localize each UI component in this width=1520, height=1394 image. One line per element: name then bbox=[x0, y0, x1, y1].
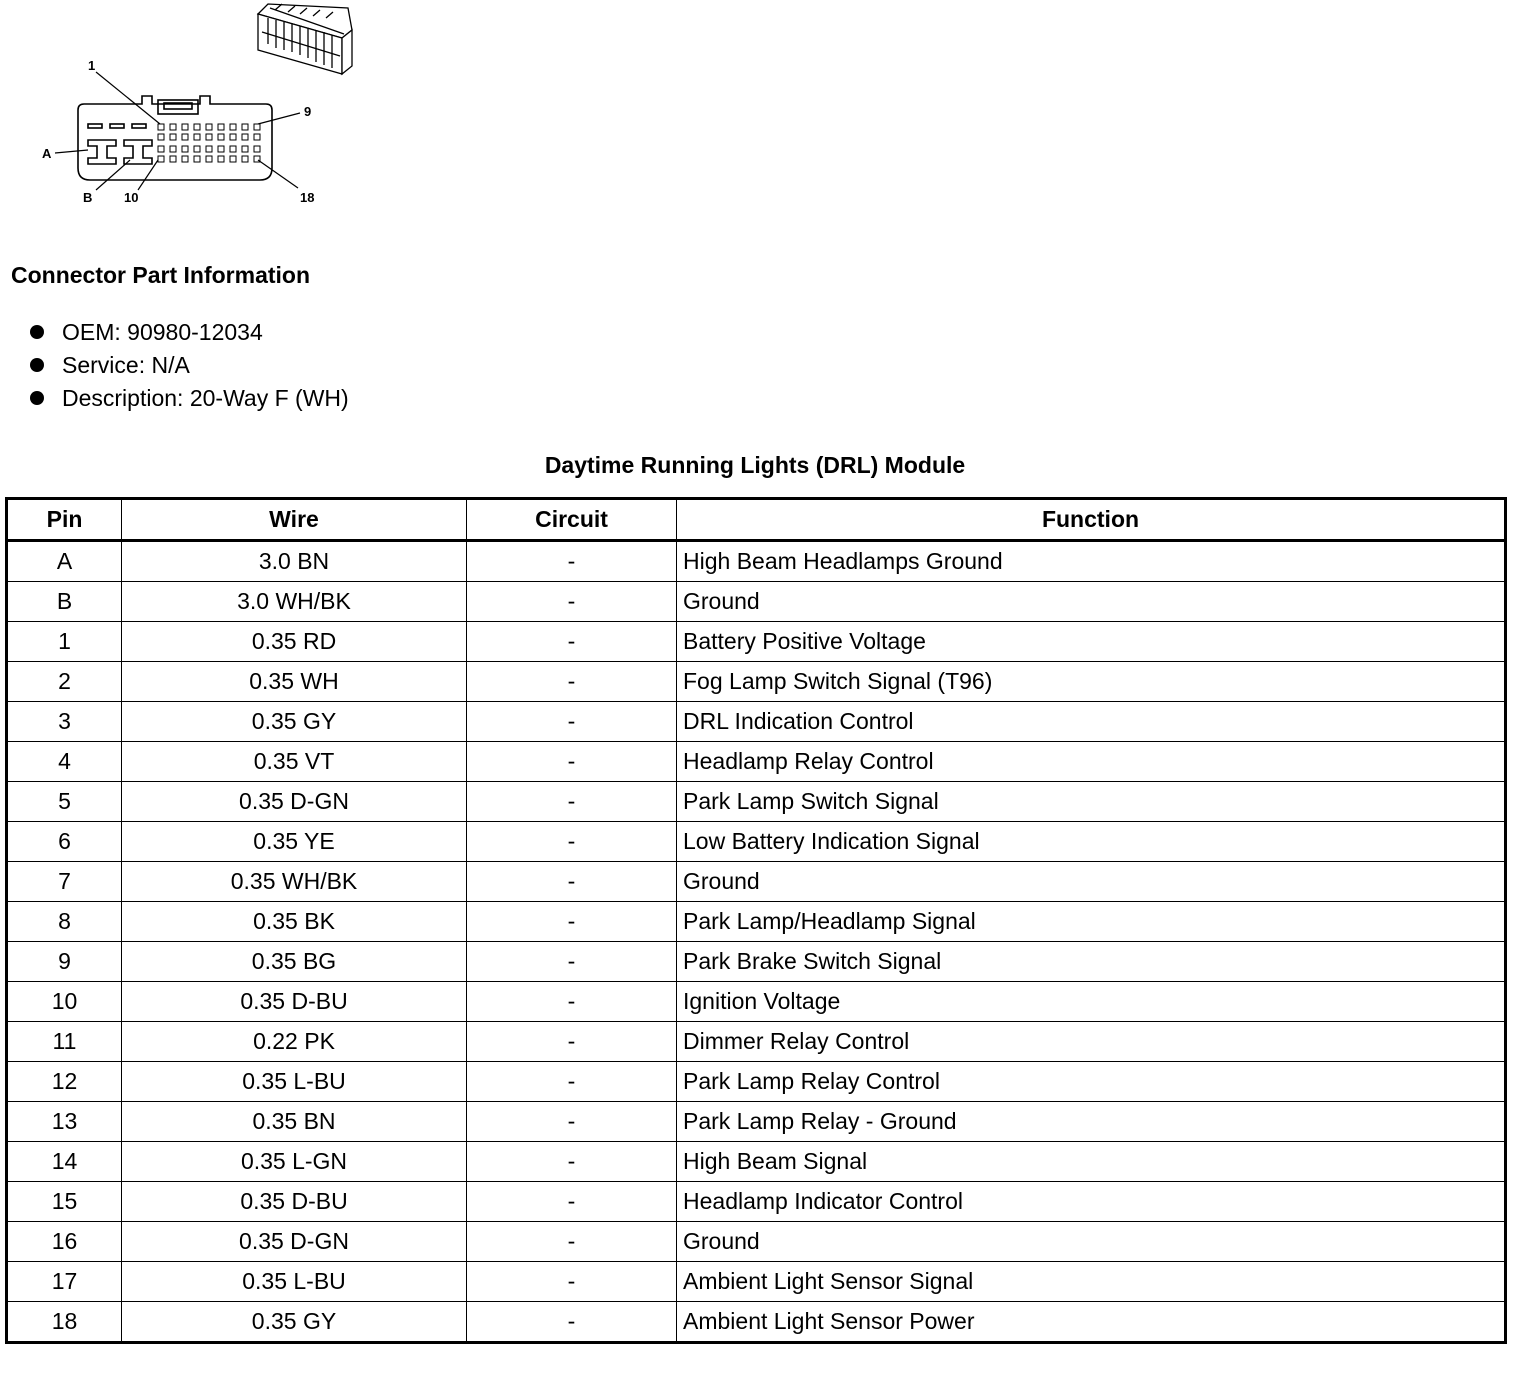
cell-wire: 0.35 L-BU bbox=[122, 1262, 467, 1302]
cell-function: Headlamp Relay Control bbox=[677, 742, 1506, 782]
cell-circuit: - bbox=[467, 622, 677, 662]
cell-function: DRL Indication Control bbox=[677, 702, 1506, 742]
table-row bbox=[7, 902, 1506, 942]
cell-wire: 0.35 BG bbox=[122, 942, 467, 982]
cell-wire: 0.35 YE bbox=[122, 822, 467, 862]
cell-wire: 0.22 PK bbox=[122, 1022, 467, 1062]
bullet-icon bbox=[30, 391, 44, 405]
cell-function: Low Battery Indication Signal bbox=[677, 822, 1506, 862]
table-row bbox=[7, 982, 1506, 1022]
cell-pin: 14 bbox=[7, 1142, 122, 1182]
label-pin-9: 9 bbox=[304, 104, 312, 119]
cell-circuit: - bbox=[467, 822, 677, 862]
cell-pin: 11 bbox=[7, 1022, 122, 1062]
cell-pin: B bbox=[7, 582, 122, 622]
cell-pin: 10 bbox=[7, 982, 122, 1022]
cell-pin: 3 bbox=[7, 702, 122, 742]
cell-circuit: - bbox=[467, 1102, 677, 1142]
cell-pin: 8 bbox=[7, 902, 122, 942]
cell-circuit: - bbox=[467, 1302, 677, 1343]
cell-wire: 0.35 D-BU bbox=[122, 1182, 467, 1222]
cell-pin: 9 bbox=[7, 942, 122, 982]
cell-function: Dimmer Relay Control bbox=[677, 1022, 1506, 1062]
cell-circuit: - bbox=[467, 662, 677, 702]
table-row bbox=[7, 862, 1506, 902]
cell-wire: 0.35 GY bbox=[122, 1302, 467, 1343]
cell-wire: 0.35 WH/BK bbox=[122, 862, 467, 902]
pin-table-body bbox=[7, 541, 1506, 1343]
leader-lines bbox=[55, 72, 300, 190]
table-row bbox=[7, 1222, 1506, 1262]
cell-wire: 0.35 GY bbox=[122, 702, 467, 742]
label-pin-b: B bbox=[83, 190, 93, 205]
cell-pin: 12 bbox=[7, 1062, 122, 1102]
cell-function: Ambient Light Sensor Power bbox=[677, 1302, 1506, 1343]
cell-function: Ground bbox=[677, 1222, 1506, 1262]
table-row bbox=[7, 822, 1506, 862]
cell-circuit: - bbox=[467, 862, 677, 902]
cell-function: High Beam Headlamps Ground bbox=[677, 541, 1506, 582]
cell-function: Park Lamp Relay Control bbox=[677, 1062, 1506, 1102]
cell-circuit: - bbox=[467, 982, 677, 1022]
info-item-service bbox=[30, 349, 349, 382]
cell-circuit: - bbox=[467, 782, 677, 822]
table-row bbox=[7, 1182, 1506, 1222]
cell-wire: 3.0 WH/BK bbox=[122, 582, 467, 622]
cell-pin: 6 bbox=[7, 822, 122, 862]
cell-function: Ignition Voltage bbox=[677, 982, 1506, 1022]
table-row bbox=[7, 1142, 1506, 1182]
cell-circuit: - bbox=[467, 1142, 677, 1182]
table-row bbox=[7, 702, 1506, 742]
cell-wire: 0.35 BN bbox=[122, 1102, 467, 1142]
cell-pin: A bbox=[7, 541, 122, 582]
label-pin-1: 1 bbox=[88, 58, 96, 73]
cell-circuit: - bbox=[467, 1182, 677, 1222]
header-circuit: Circuit bbox=[467, 499, 677, 541]
cell-circuit: - bbox=[467, 742, 677, 782]
cell-pin: 7 bbox=[7, 862, 122, 902]
pin-table bbox=[5, 497, 1507, 1344]
cell-pin: 16 bbox=[7, 1222, 122, 1262]
label-pin-a: A bbox=[42, 146, 52, 161]
cell-wire: 0.35 L-BU bbox=[122, 1062, 467, 1102]
cell-function: Headlamp Indicator Control bbox=[677, 1182, 1506, 1222]
cell-function: Ambient Light Sensor Signal bbox=[677, 1262, 1506, 1302]
pin-cavities bbox=[158, 124, 260, 162]
bullet-icon bbox=[30, 358, 44, 372]
table-row bbox=[7, 541, 1506, 582]
connector-info-title: Connector Part Information bbox=[11, 262, 311, 288]
cell-pin: 17 bbox=[7, 1262, 122, 1302]
cell-pin: 4 bbox=[7, 742, 122, 782]
bullet-icon bbox=[30, 325, 44, 339]
table-row bbox=[7, 782, 1506, 822]
cell-circuit: - bbox=[467, 1222, 677, 1262]
cell-circuit: - bbox=[467, 1262, 677, 1302]
cell-function: Park Lamp Switch Signal bbox=[677, 782, 1506, 822]
cell-function: Park Lamp Relay - Ground bbox=[677, 1102, 1506, 1142]
cell-pin: 2 bbox=[7, 662, 122, 702]
info-item-text: OEM: 90980-12034 bbox=[62, 319, 263, 345]
table-row bbox=[7, 1262, 1506, 1302]
cell-circuit: - bbox=[467, 1062, 677, 1102]
cell-function: Fog Lamp Switch Signal (T96) bbox=[677, 662, 1506, 702]
table-row bbox=[7, 942, 1506, 982]
cell-circuit: - bbox=[467, 702, 677, 742]
cell-wire: 0.35 RD bbox=[122, 622, 467, 662]
cell-pin: 1 bbox=[7, 622, 122, 662]
cell-function: High Beam Signal bbox=[677, 1142, 1506, 1182]
info-item-oem bbox=[30, 316, 349, 349]
cell-pin: 13 bbox=[7, 1102, 122, 1142]
cell-wire: 0.35 D-BU bbox=[122, 982, 467, 1022]
table-title: Daytime Running Lights (DRL) Module bbox=[544, 452, 966, 478]
connector-isometric-sketch bbox=[258, 4, 352, 74]
table-row bbox=[7, 742, 1506, 782]
header-function: Function bbox=[677, 499, 1506, 541]
table-row bbox=[7, 622, 1506, 662]
header-pin: Pin bbox=[7, 499, 122, 541]
info-item-text: Service: N/A bbox=[62, 352, 190, 378]
label-pin-18: 18 bbox=[300, 190, 315, 205]
connector-diagram bbox=[30, 0, 370, 215]
cell-wire: 0.35 BK bbox=[122, 902, 467, 942]
label-pin-10: 10 bbox=[124, 190, 139, 205]
cell-function: Battery Positive Voltage bbox=[677, 622, 1506, 662]
info-item-description bbox=[30, 382, 349, 415]
cell-circuit: - bbox=[467, 582, 677, 622]
cell-function: Ground bbox=[677, 862, 1506, 902]
cell-function: Park Lamp/Headlamp Signal bbox=[677, 902, 1506, 942]
cell-circuit: - bbox=[467, 541, 677, 582]
cell-circuit: - bbox=[467, 902, 677, 942]
table-row bbox=[7, 1022, 1506, 1062]
cell-pin: 15 bbox=[7, 1182, 122, 1222]
table-row bbox=[7, 662, 1506, 702]
header-wire: Wire bbox=[122, 499, 467, 541]
cell-function: Park Brake Switch Signal bbox=[677, 942, 1506, 982]
table-row bbox=[7, 1302, 1506, 1343]
cell-wire: 0.35 WH bbox=[122, 662, 467, 702]
info-item-text: Description: 20-Way F (WH) bbox=[62, 385, 349, 411]
cell-circuit: - bbox=[467, 1022, 677, 1062]
table-row bbox=[7, 1102, 1506, 1142]
table-row bbox=[7, 582, 1506, 622]
connector-face bbox=[78, 96, 272, 180]
table-row bbox=[7, 1062, 1506, 1102]
cell-wire: 0.35 D-GN bbox=[122, 782, 467, 822]
cell-wire: 0.35 L-GN bbox=[122, 1142, 467, 1182]
table-header-row bbox=[7, 499, 1506, 541]
cell-wire: 3.0 BN bbox=[122, 541, 467, 582]
cell-circuit: - bbox=[467, 942, 677, 982]
cell-pin: 18 bbox=[7, 1302, 122, 1343]
cell-function: Ground bbox=[677, 582, 1506, 622]
cell-wire: 0.35 D-GN bbox=[122, 1222, 467, 1262]
cell-pin: 5 bbox=[7, 782, 122, 822]
connector-info-list bbox=[30, 316, 349, 415]
cell-wire: 0.35 VT bbox=[122, 742, 467, 782]
